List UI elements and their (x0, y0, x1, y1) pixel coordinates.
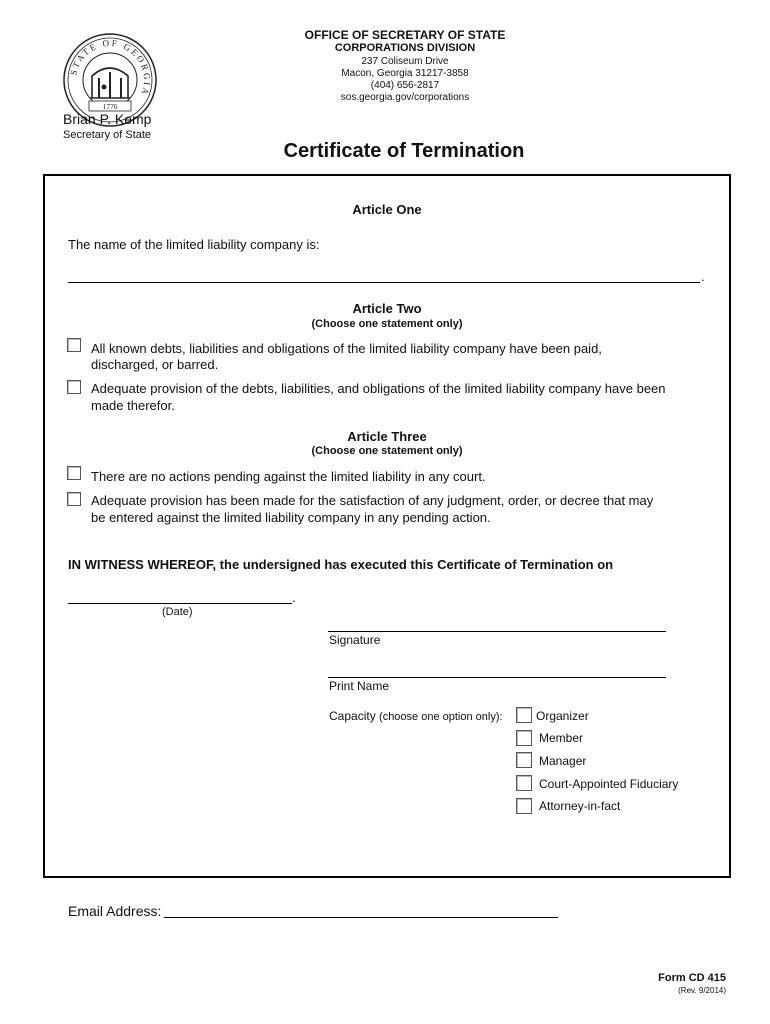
signature-field[interactable] (328, 631, 666, 632)
witness-statement: IN WITNESS WHEREOF, the undersigned has executed this Certificate of Termination on (68, 557, 614, 572)
article-three-option2-checkbox[interactable] (67, 492, 81, 506)
article-two-option2-checkbox[interactable] (67, 380, 81, 394)
article-two-option2-line2: made therefor. (91, 398, 175, 413)
secretary-title: Secretary of State (63, 129, 152, 141)
article-three-instruction: (Choose one statement only) (311, 445, 463, 457)
capacity-organizer-label: Organizer (536, 709, 589, 723)
company-name-period: . (701, 269, 705, 284)
capacity-attorney-checkbox[interactable] (516, 798, 532, 814)
article-one-prompt: The name of the limited liability company is: (68, 237, 320, 252)
capacity-fiduciary-label: Court-Appointed Fiduciary (539, 777, 679, 791)
company-name-field[interactable] (68, 282, 700, 283)
capacity-member-label: Member (539, 731, 584, 745)
form-box (43, 174, 731, 878)
print-name-field[interactable] (328, 677, 666, 678)
article-three-heading: Article Three (347, 429, 427, 444)
division-name: CORPORATIONS DIVISION (334, 42, 476, 55)
address-line-1: 237 Coliseum Drive (361, 55, 449, 67)
form-id: Form CD 415 (658, 972, 726, 984)
page-title: Certificate of Termination (283, 140, 525, 162)
article-two-option1-line2: discharged, or barred. (91, 357, 219, 372)
phone-number: (404) 656-2817 (370, 79, 440, 91)
seal-year: 1776 (102, 102, 118, 111)
date-field[interactable] (68, 603, 292, 604)
capacity-attorney-label: Attorney-in-fact (539, 799, 621, 813)
print-name-label: Print Name (329, 679, 390, 693)
capacity-organizer-checkbox[interactable] (516, 707, 532, 723)
article-two-option2-line1: Adequate provision of the debts, liabilities, and obligations of the limited liability company have been (91, 381, 666, 396)
article-three-option2-line1: Adequate provision has been made for the satisfaction of any judgment, order, or decree that may (91, 493, 654, 508)
email-field[interactable] (164, 917, 558, 918)
article-two-option1-line1: All known debts, liabilities and obligations of the limited liability company have been paid, (91, 341, 602, 356)
article-one-heading: Article One (352, 202, 422, 217)
article-two-heading: Article Two (352, 301, 422, 316)
signature-label: Signature (329, 633, 381, 647)
date-period: . (292, 590, 296, 605)
address-line-2: Macon, Georgia 31217-3858 (341, 67, 469, 79)
email-label: Email Address: (68, 903, 162, 919)
date-label: (Date) (162, 606, 193, 618)
form-revision: (Rev. 9/2014) (678, 986, 726, 995)
capacity-hint: (choose one option only): (379, 711, 503, 723)
office-name: OFFICE OF SECRETARY OF STATE (304, 28, 506, 42)
seal-ring-text: STATE OF GEORGIA (68, 37, 153, 98)
capacity-label-text: Capacity (329, 709, 376, 723)
article-three-option2-line2: be entered against the limited liability company in any pending action. (91, 510, 491, 525)
website: sos.georgia.gov/corporations (340, 91, 470, 103)
capacity-fiduciary-checkbox[interactable] (516, 775, 532, 791)
capacity-member-checkbox[interactable] (516, 730, 532, 746)
capacity-manager-label: Manager (539, 754, 587, 768)
secretary-name: Brian P. Kemp (63, 111, 152, 127)
article-three-option1-text: There are no actions pending against the limited liability in any court. (91, 469, 486, 484)
article-two-option1-text (91, 340, 721, 357)
capacity-manager-checkbox[interactable] (516, 752, 532, 768)
article-two-instruction: (Choose one statement only) (311, 318, 463, 330)
office-header (250, 28, 560, 104)
capacity-label (329, 709, 503, 723)
article-three-option1-checkbox[interactable] (67, 466, 81, 480)
article-two-option1-checkbox[interactable] (67, 338, 81, 352)
